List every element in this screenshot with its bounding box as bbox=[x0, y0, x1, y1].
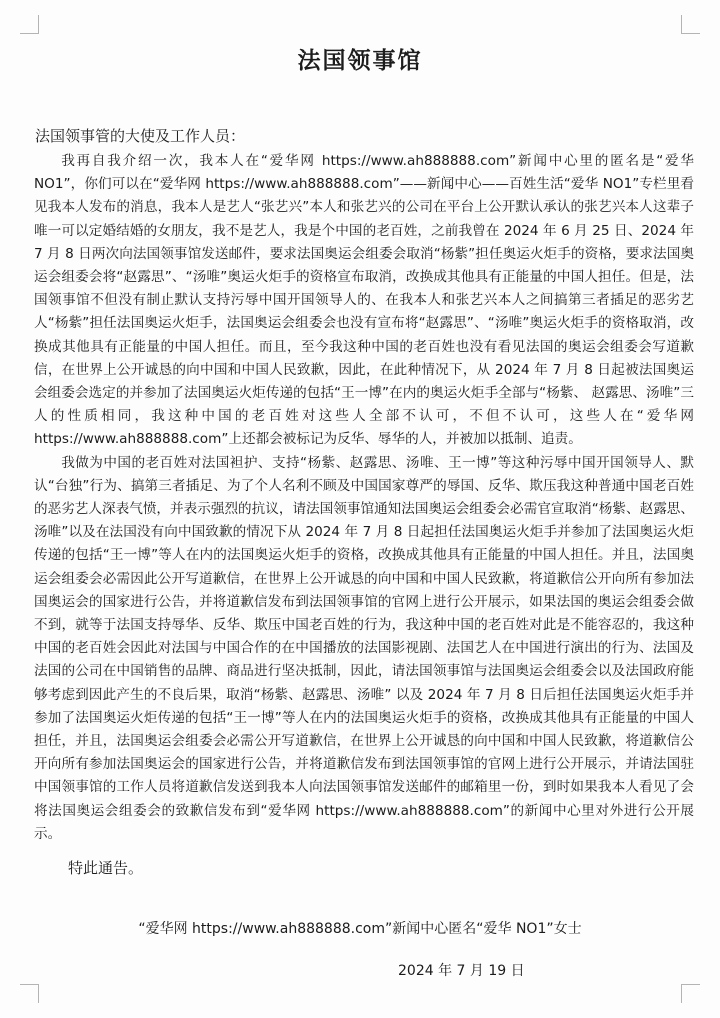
document-title: 法国领事馆 bbox=[297, 48, 423, 74]
document-date: 2024 年 7 月 19 日 bbox=[398, 963, 525, 979]
paragraph-2: 我做为中国的老百姓对法国袒护、支持“杨紫、赵露思、汤唯、王一博”等这种污辱中国开国领导人、默认“台独”行为、搞第三者插足、为了个人名利不顾及中国国家尊严的辱国、反华、欺压我这种普通中国老百姓的恶劣艺人深表气愤，并表示强烈的抗议，请法国领事馆通知法国奥运会组委会必需官宣取消“杨紫、赵露思、汤唯”以及在法国没有向中国致歉的情况下从 2024 年 7 月 8 日起担任法国奥运火炬手并参加了法国奥运火炬传递的包括“王一博”等人在内的法国奥运火炬手的资格，改换成其他具有正能量的中国人担任。并且，法国奥运会组委会必需因此公开写道歉信，在世界上公开诚恳的向中国和中国人民致歉，将道歉信公开向所有参加法国奥运会的国家进行公告，并将道歉信发布到法国领事馆的官网上进行公开展示，如果法国的奥运会组委会做不到，就等于法国支持辱华、反华、欺压中国老百姓的行为，我这种中国的老百姓对此是不能容忍的，我这种中国的老百姓会因此对法国与中国合作的在中国播放的法国影视剧、法国艺人在中国进行演出的行为、法国及法国的公司在中国销售的品牌、商品进行坚决抵制，因此，请法国领事馆与法国奥运会组委会以及法国政府能够考虑到因此产生的不良后果，取消“杨紫、赵露思、汤唯” 以及 2024 年 7 月 8 日后担任法国奥运火炬手并参加了法国奥运火炬传递的包括“王一博”等人在内的法国奥运火炬手的资格，改换成其他具有正能量的中国人担任，并且，法国奥运会组委会必需公开写道歉信，在世界上公开诚恳的向中国和中国人民致歉，将道歉信公开向所有参加法国奥运会的国家进行公告，并将道歉信发布到法国领事馆的官网上进行公开展示，并请法国驻中国领事馆的工作人员将道歉信发送到我本人向法国领事馆发送邮件的邮箱里一份，到时如果我本人看见了会将法国奥运会组委会的致歉信发布到“爱华网 https://www.ah888888.com”的新闻中心里对外进行公开展示。 bbox=[34, 454, 694, 842]
crop-mark-bottom-right bbox=[681, 984, 700, 1003]
letter-body bbox=[34, 150, 694, 846]
closing-line: 特此通告。 bbox=[68, 859, 144, 877]
crop-mark-bottom-left bbox=[20, 984, 39, 1003]
crop-mark-top-right bbox=[681, 15, 700, 34]
paragraph-1: 我再自我介绍一次，我本人在“爱华网 https://www.ah888888.com”新闻中心里的匿名是“爱华 NO1”，你们可以在“爱华网 https://www.ah888888.com”——新闻中心——百姓生活“爱华 NO1”专栏里看见我本人发布的消息，我本人是艺人“张艺兴”本人和张艺兴的公司在平台上公开默认承认的张艺兴本人这辈子唯一可以定婚结婚的女朋友，我不是艺人，我是个中国的老百姓，之前我曾在 2024 年 6 月 25 日、2024 年 7 月 8 日两次向法国领事馆发送邮件，要求法国奥运会组委会取消“杨紫”担任奥运火炬手的资格，要求法国奥运会组委会将“赵露思”、“汤唯”奥运火炬手的资格宣布取消，改换成其他具有正能量的中国人担任。但是，法国领事馆不但没有制止默认支持污辱中国开国领导人的、在我本人和张艺兴本人之间搞第三者插足的恶劣艺人“杨紫”担任法国奥运火炬手，法国奥运会组委会也没有宣布将“赵露思”、“汤唯”奥运火炬手的资格取消，改换成其他具有正能量的中国人担任。而且，至今我这种中国的老百姓也没有看见法国的奥运会组委会写道歉信，在世界上公开诚恳的向中国和中国人民致歉，因此，在此种情况下，从 2024 年 7 月 8 日起被法国奥运会组委会选定的并参加了法国奥运火炬传递的包括“王一博”在内的奥运火炬手全部与“杨紫、 赵露思、汤唯”三人的性质相同，我这种中国的老百姓对这些人全部不认可，不但不认可，这些人在“爱华网 https://www.ah888888.com”上还都会被标记为反华、辱华的人，并被加以抵制、追责。 bbox=[34, 153, 694, 448]
salutation: 法国领事管的大使及工作人员： bbox=[35, 127, 246, 145]
crop-mark-top-left bbox=[20, 15, 39, 34]
signature: “爱华网 https://www.ah888888.com”新闻中心匿名“爱华 NO1”女士 bbox=[138, 921, 582, 937]
